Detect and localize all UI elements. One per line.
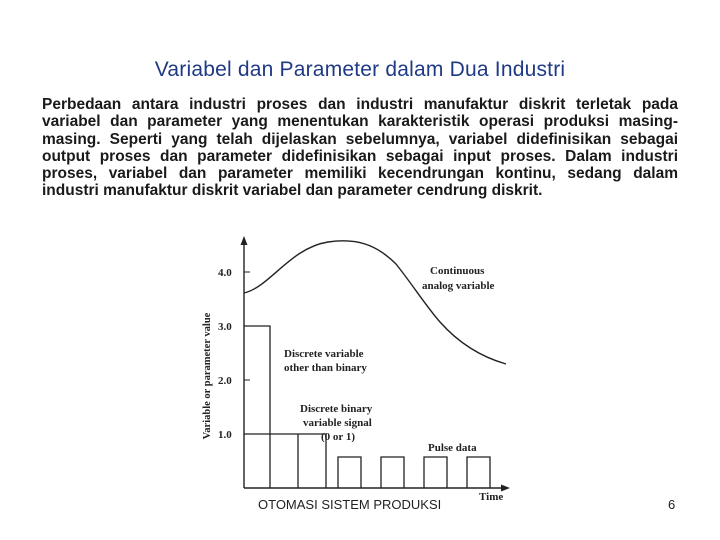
y-axis-label: Variable or parameter value <box>202 312 213 440</box>
y-tick-label-1: 1.0 <box>218 429 232 441</box>
binary-label-line1: Discrete binary <box>300 403 373 415</box>
body-paragraph: Perbedaan antara industri proses dan industri manufaktur diskrit terletak pada variabel dan parameter yang menentukan karakteristik operasi produksi masing-masing. Seperti yang telah dijelaskan sebelumnya, variabel didefinisikan sebagai output proses dan parameter didefinisikan sebagai input proses. Dalam industri proses, variabel dan parameter memiliki kecendrungan kontinu, sedang dalam industri manufaktur diskrit variabel dan parameter cendrung diskrit. <box>42 96 678 200</box>
pulse-data-label: Pulse data <box>428 442 477 454</box>
y-axis-arrow <box>241 236 248 245</box>
discrete-step-line <box>244 326 270 488</box>
y-tick-label-2: 2.0 <box>218 375 232 387</box>
discrete-label-line2: other than binary <box>284 362 367 374</box>
discrete-label-line1: Discrete variable <box>284 348 364 360</box>
binary-label-line3: (0 or 1) <box>321 431 356 443</box>
pulse-data-line <box>338 457 490 488</box>
x-axis-label: Time <box>479 491 504 503</box>
y-tick-label-3: 3.0 <box>218 321 232 333</box>
continuous-analog-curve <box>244 241 506 364</box>
page-number: 6 <box>668 497 676 512</box>
continuous-label-line1: Continuous <box>430 265 485 277</box>
binary-signal-line <box>244 434 326 488</box>
y-tick-label-4: 4.0 <box>218 267 232 279</box>
continuous-label-line2: analog variable <box>422 280 495 292</box>
binary-label-line2: variable signal <box>303 417 372 429</box>
slide-title: Variabel dan Parameter dalam Dua Industri <box>154 58 566 81</box>
footer-text: OTOMASI SISTEM PRODUKSI <box>258 497 442 512</box>
